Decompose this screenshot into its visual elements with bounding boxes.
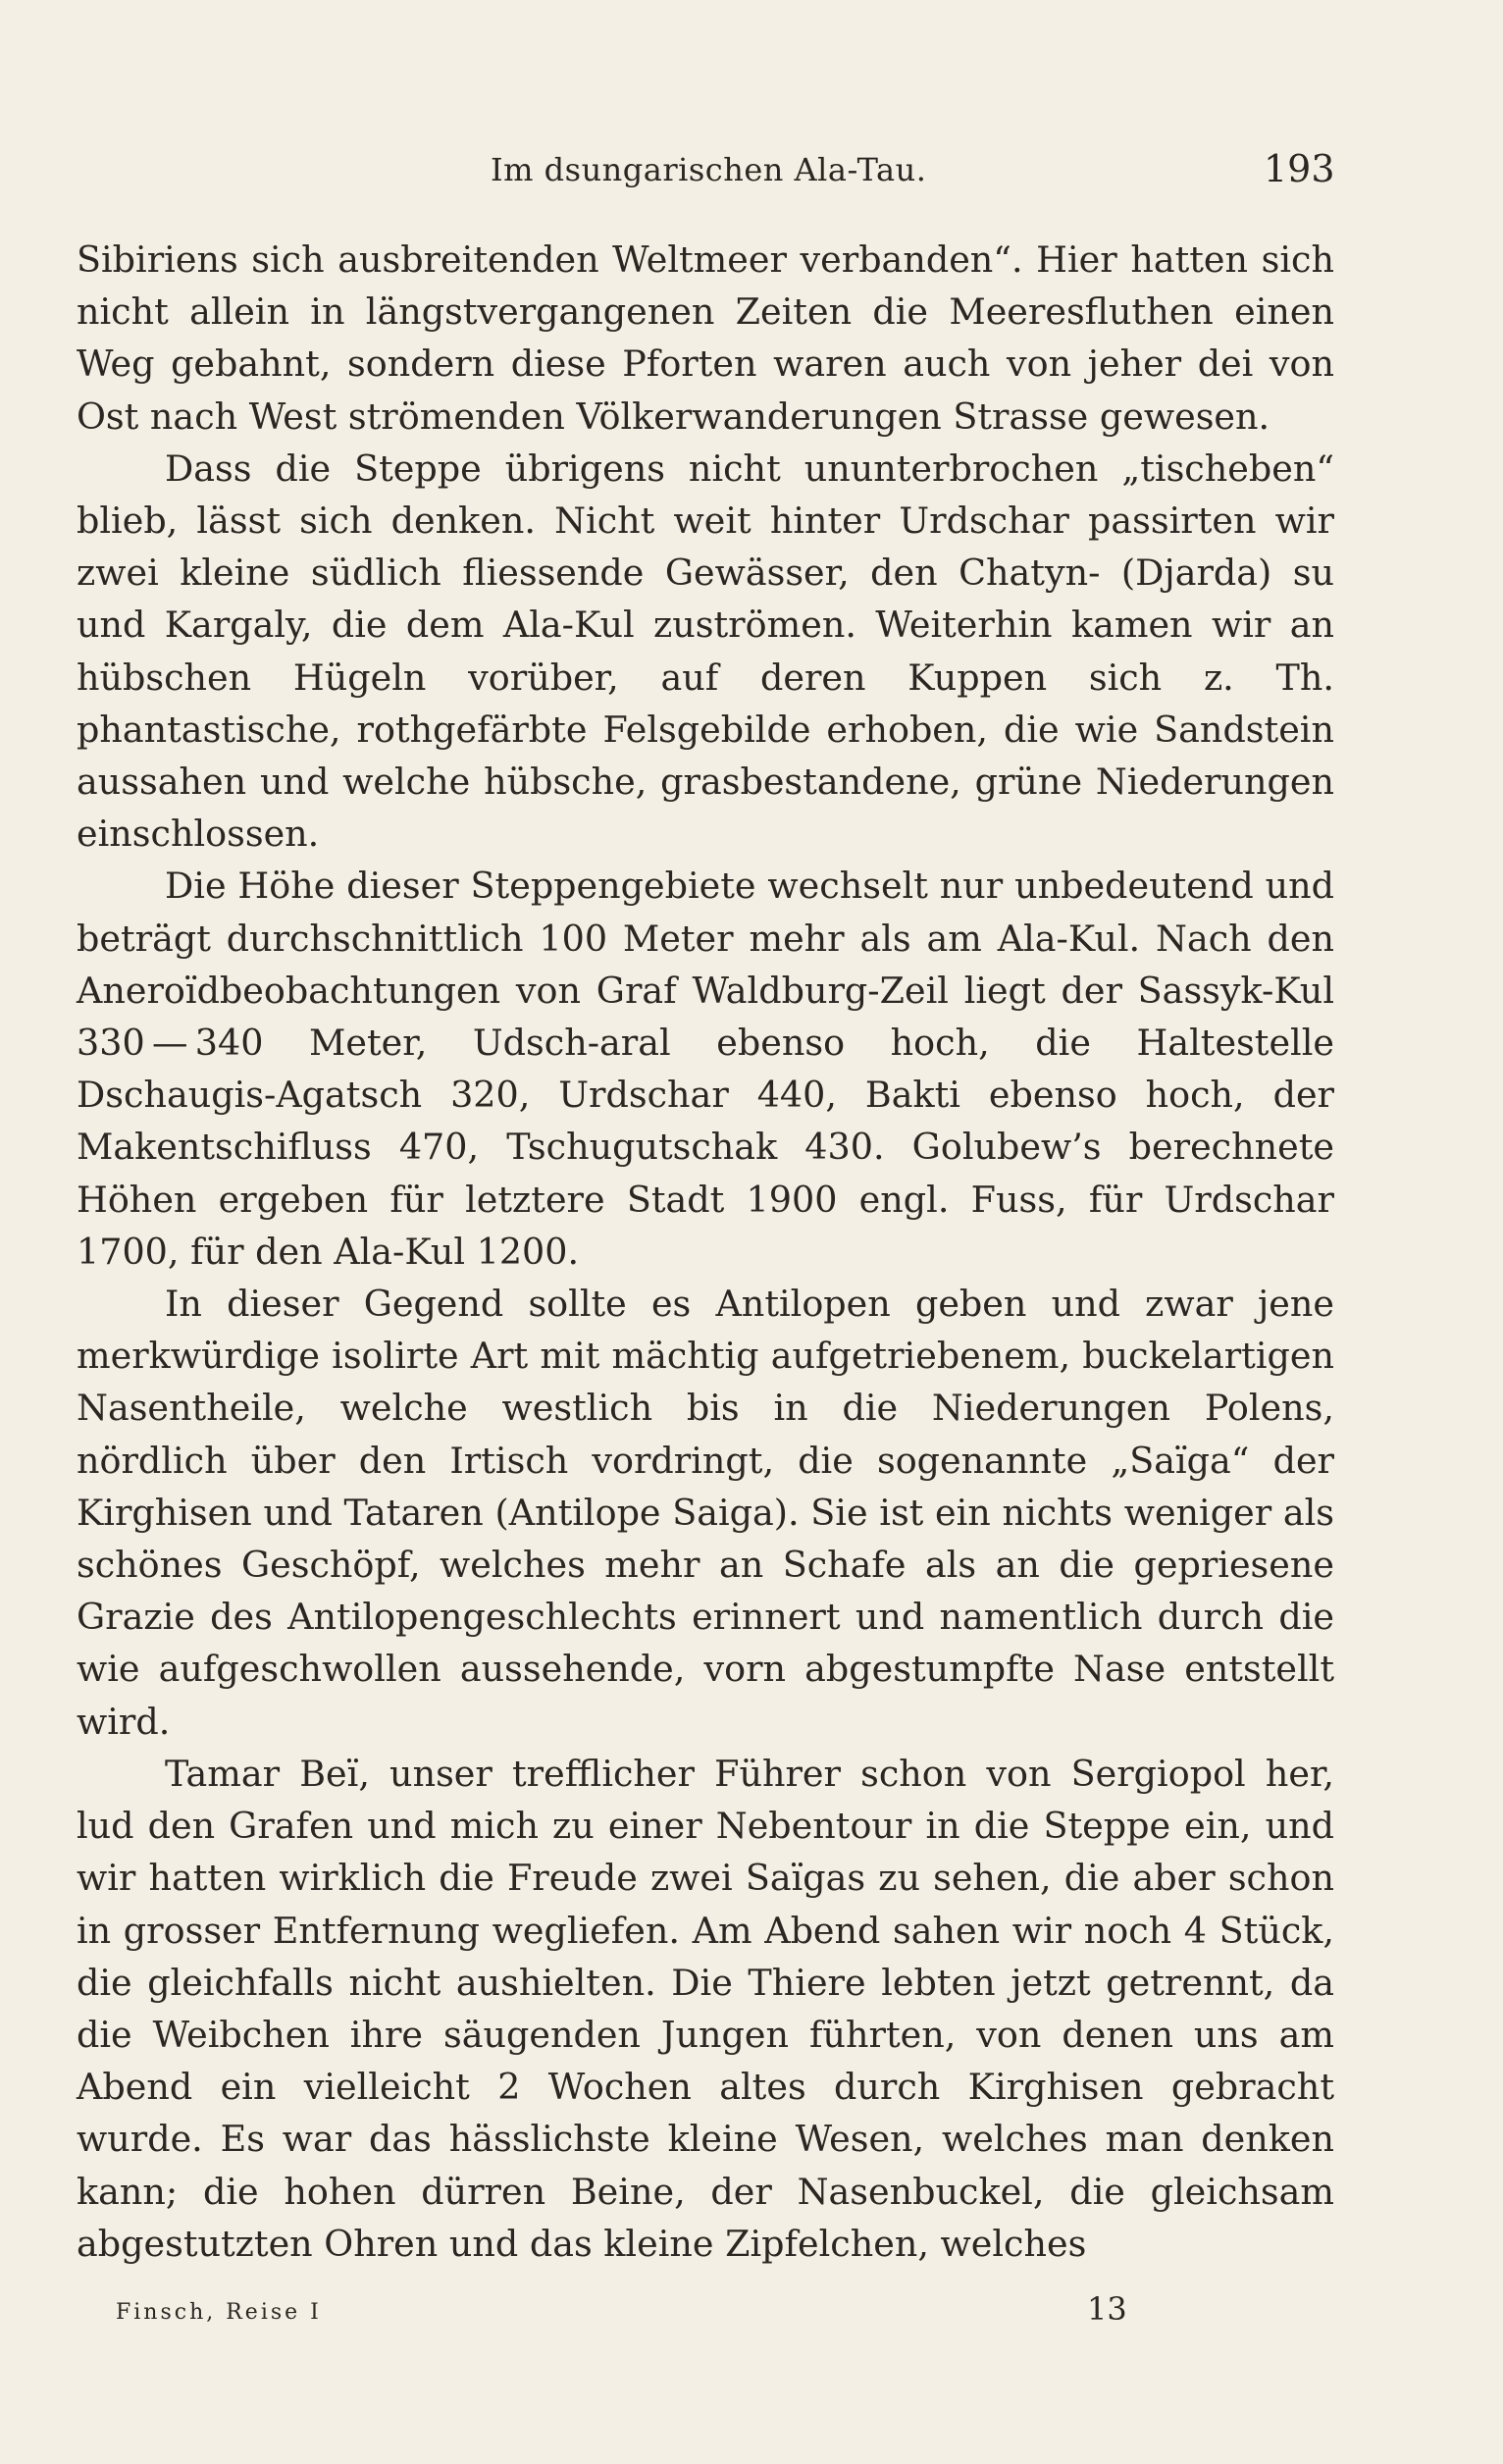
body-text — [77, 234, 1334, 2270]
signature-mark: Finsch, Reise I — [116, 2300, 322, 2325]
paragraph-4: In dieser Gegend sollte es Antilopen geben und zwar jene merkwürdige isolirte Art mit mächtig aufgetriebenem, buckelartigen Nasentheile, welche westlich bis in die Niederungen Polens, nördlich über den Irtisch vordringt, die sogenannte „Saïga“ der Kirghisen und Tataren (Antilope Saiga). Sie ist ein nichts weniger als schönes Geschöpf, welches mehr an Schafe als an die gepriesene Grazie des Antilopengeschlechts erinnert und namentlich durch die wie aufgeschwollen aussehende, vorn abgestumpfte Nase entstellt wird. — [77, 1283, 1334, 1743]
paragraph-1: Sibiriens sich ausbreitenden Weltmeer verbanden“. Hier hatten sich nicht allein in längstvergangenen Zeiten die Meeresfluthen einen Weg gebahnt, sondern diese Pforten waren auch von jeher dei von Ost nach West strömenden Völkerwanderungen Strasse gewesen. — [77, 238, 1334, 438]
sheet-number: 13 — [1087, 2290, 1127, 2328]
paragraph-2: Dass die Steppe übrigens nicht ununterbrochen „tischeben“ blieb, lässt sich denken. Nicht weit hinter Urdschar passirten wir zwei kleine südlich fliessende Gewässer, den Chatyn- (Djarda) su und Kargaly, die dem Ala-Kul zuströmen. Weiterhin kamen wir an hübschen Hügeln vorüber, auf deren Kuppen sich z. Th. phantastische, rothgefärbte Felsgebilde erhoben, die wie Sandstein aussahen und welche hübsche, grasbestandene, grüne Niederungen einschlossen. — [77, 446, 1334, 856]
paragraph-5: Tamar Beï, unser trefflicher Führer schon von Sergiopol her, lud den Grafen und mich zu einer Nebentour in die Steppe ein, und wir hatten wirklich die Freude zwei Saïgas zu sehen, die aber schon in grosser Entfernung wegliefen. Am Abend sahen wir noch 4 Stück, die gleichfalls nicht aushielten. Die Thiere lebten jetzt getrennt, da die Weibchen ihre säugenden Jungen führten, von denen uns am Abend ein vielleicht 2 Wochen altes durch Kirghisen gebracht wurde. Es war das hässlichste kleine Wesen, welches man denken kann; die hohen dürren Beine, der Nasenbuckel, die gleichsam abgestutzten Ohren und das kleine Zipfelchen, welches — [77, 1752, 1334, 2265]
running-title: Im dsungarischen Ala-Tau. — [491, 151, 927, 188]
paragraph-3: Die Höhe dieser Steppengebiete wechselt nur unbedeutend und beträgt durchschnittlich 100 Meter mehr als am Ala-Kul. Nach den Aneroïdbeobachtungen von Graf Waldburg-Zeil liegt der Sassyk-Kul 330 — 340 Meter, Udsch-aral ebenso hoch, die Haltestelle Dschaugis-Agatsch 320, Urdschar 440, Bakti ebenso hoch, der Makentschifluss 470, Tschugutschak 430. Golubew’s berechnete Höhen ergeben für letztere Stadt 1900 engl. Fuss, für Urdschar 1700, für den Ala-Kul 1200. — [77, 865, 1334, 1273]
page-header — [0, 147, 1503, 196]
page-footer — [0, 2284, 1503, 2343]
page-number: 193 — [1264, 147, 1335, 190]
